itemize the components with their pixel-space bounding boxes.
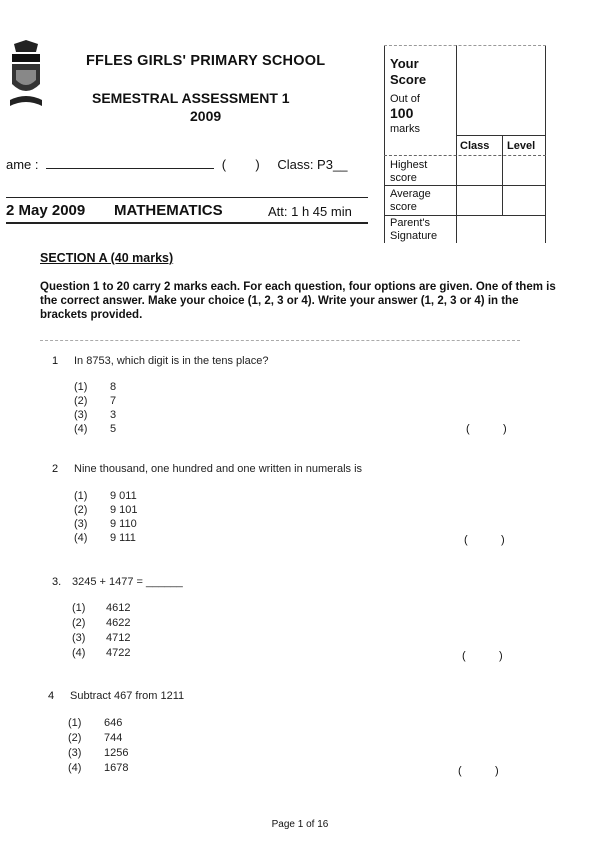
question-number: 4 — [48, 690, 55, 702]
answer-bracket-close: ) — [495, 765, 499, 777]
exam-duration: Att: 1 h 45 min — [268, 204, 352, 219]
answer-bracket-close: ) — [503, 423, 507, 435]
level-column-header: Level — [507, 140, 536, 152]
name-row — [6, 157, 366, 172]
option-label: (4) — [68, 762, 82, 774]
answer-bracket-open: ( — [466, 423, 470, 435]
option-label: (2) — [72, 617, 86, 629]
score-box — [384, 45, 546, 243]
question-text: Nine thousand, one hundred and one written in numerals is — [74, 463, 363, 475]
option-value: 8 — [110, 381, 117, 393]
answer-bracket-open: ( — [464, 534, 468, 546]
header-rule-bottom — [6, 222, 368, 224]
option-value: 9 111 — [110, 532, 136, 544]
answer-bracket-close: ) — [499, 650, 503, 662]
signature-label: Signature — [390, 230, 438, 242]
option-value: 4722 — [106, 647, 131, 659]
answer-bracket-close: ) — [501, 534, 505, 546]
question-number: 1 — [52, 355, 59, 367]
header-rule-top — [6, 197, 368, 198]
question-number: 3. — [52, 576, 62, 588]
option-value: 7 — [110, 395, 117, 407]
option-value: 9 110 — [110, 518, 137, 530]
page-footer: Page 1 of 16 — [271, 819, 329, 830]
option-label: (1) — [72, 602, 86, 614]
option-value: 3 — [110, 409, 117, 421]
option-value: 5 — [110, 423, 117, 435]
answer-blank[interactable] — [470, 648, 494, 662]
question-text: Subtract 467 from 1211 — [70, 690, 185, 702]
divider — [40, 340, 520, 341]
question-text: 3245 + 1477 = ______ — [72, 576, 183, 588]
name-paren-close: ) — [255, 157, 260, 172]
option-value: 9 101 — [110, 504, 138, 516]
option-label: (1) — [68, 717, 82, 729]
name-paren-open: ( — [221, 157, 227, 172]
section-title: SECTION A (40 marks) — [40, 251, 174, 265]
option-label: (4) — [74, 532, 88, 544]
assessment-title: SEMESTRAL ASSESSMENT 1 — [92, 90, 290, 106]
option-label: (4) — [74, 423, 88, 435]
option-label: (3) — [68, 747, 82, 759]
name-blank[interactable] — [46, 158, 214, 169]
your-label: Your — [390, 56, 419, 71]
question-number: 2 — [52, 463, 59, 475]
option-label: (2) — [74, 504, 88, 516]
score-label: Score — [390, 72, 427, 87]
option-value: 744 — [104, 732, 123, 744]
average-label-2: score — [390, 201, 417, 213]
option-label: (3) — [72, 632, 86, 644]
exam-date: 2 May 2009 — [6, 202, 86, 219]
name-label: ame : — [6, 157, 39, 172]
option-value: 4622 — [106, 617, 131, 629]
out-of-label: Out of — [390, 93, 420, 105]
assessment-year: 2009 — [190, 108, 222, 124]
option-label: (1) — [74, 490, 88, 502]
question-text: In 8753, which digit is in the tens place? — [74, 355, 269, 367]
total-marks: 100 — [390, 105, 414, 121]
answer-blank[interactable] — [466, 763, 490, 777]
highest-label: Highest — [390, 159, 428, 171]
answer-bracket-open: ( — [462, 650, 466, 662]
option-value: 9 011 — [110, 490, 137, 502]
option-value: 1678 — [104, 762, 129, 774]
school-name: FFLES GIRLS' PRIMARY SCHOOL — [86, 53, 326, 69]
class-column-header: Class — [460, 140, 490, 152]
option-label: (3) — [74, 518, 88, 530]
highest-label-2: score — [390, 172, 417, 184]
section-instructions: Question 1 to 20 carry 2 marks each. For each question, four options are given. One of them is the correct answer. Make your choice (1, 2, 3 or 4). Write your answer (1, 2, 3 or 4) in the brackets provided. — [40, 281, 556, 321]
option-value: 646 — [104, 717, 123, 729]
option-value: 1256 — [104, 747, 129, 759]
option-value: 4712 — [106, 632, 131, 644]
school-crest-icon — [8, 40, 44, 110]
parents-label: Parent's — [390, 217, 431, 229]
option-value: 4612 — [106, 602, 131, 614]
option-label: (4) — [72, 647, 86, 659]
average-label: Average — [390, 188, 431, 200]
answer-blank[interactable] — [472, 532, 496, 546]
class-label: Class: P3__ — [277, 157, 348, 172]
exam-subject: MATHEMATICS — [114, 202, 223, 219]
option-label: (2) — [68, 732, 82, 744]
option-label: (2) — [74, 395, 88, 407]
option-label: (1) — [74, 381, 88, 393]
marks-label: marks — [390, 123, 420, 135]
option-label: (3) — [74, 409, 88, 421]
answer-bracket-open: ( — [458, 765, 462, 777]
answer-blank[interactable] — [474, 421, 498, 435]
